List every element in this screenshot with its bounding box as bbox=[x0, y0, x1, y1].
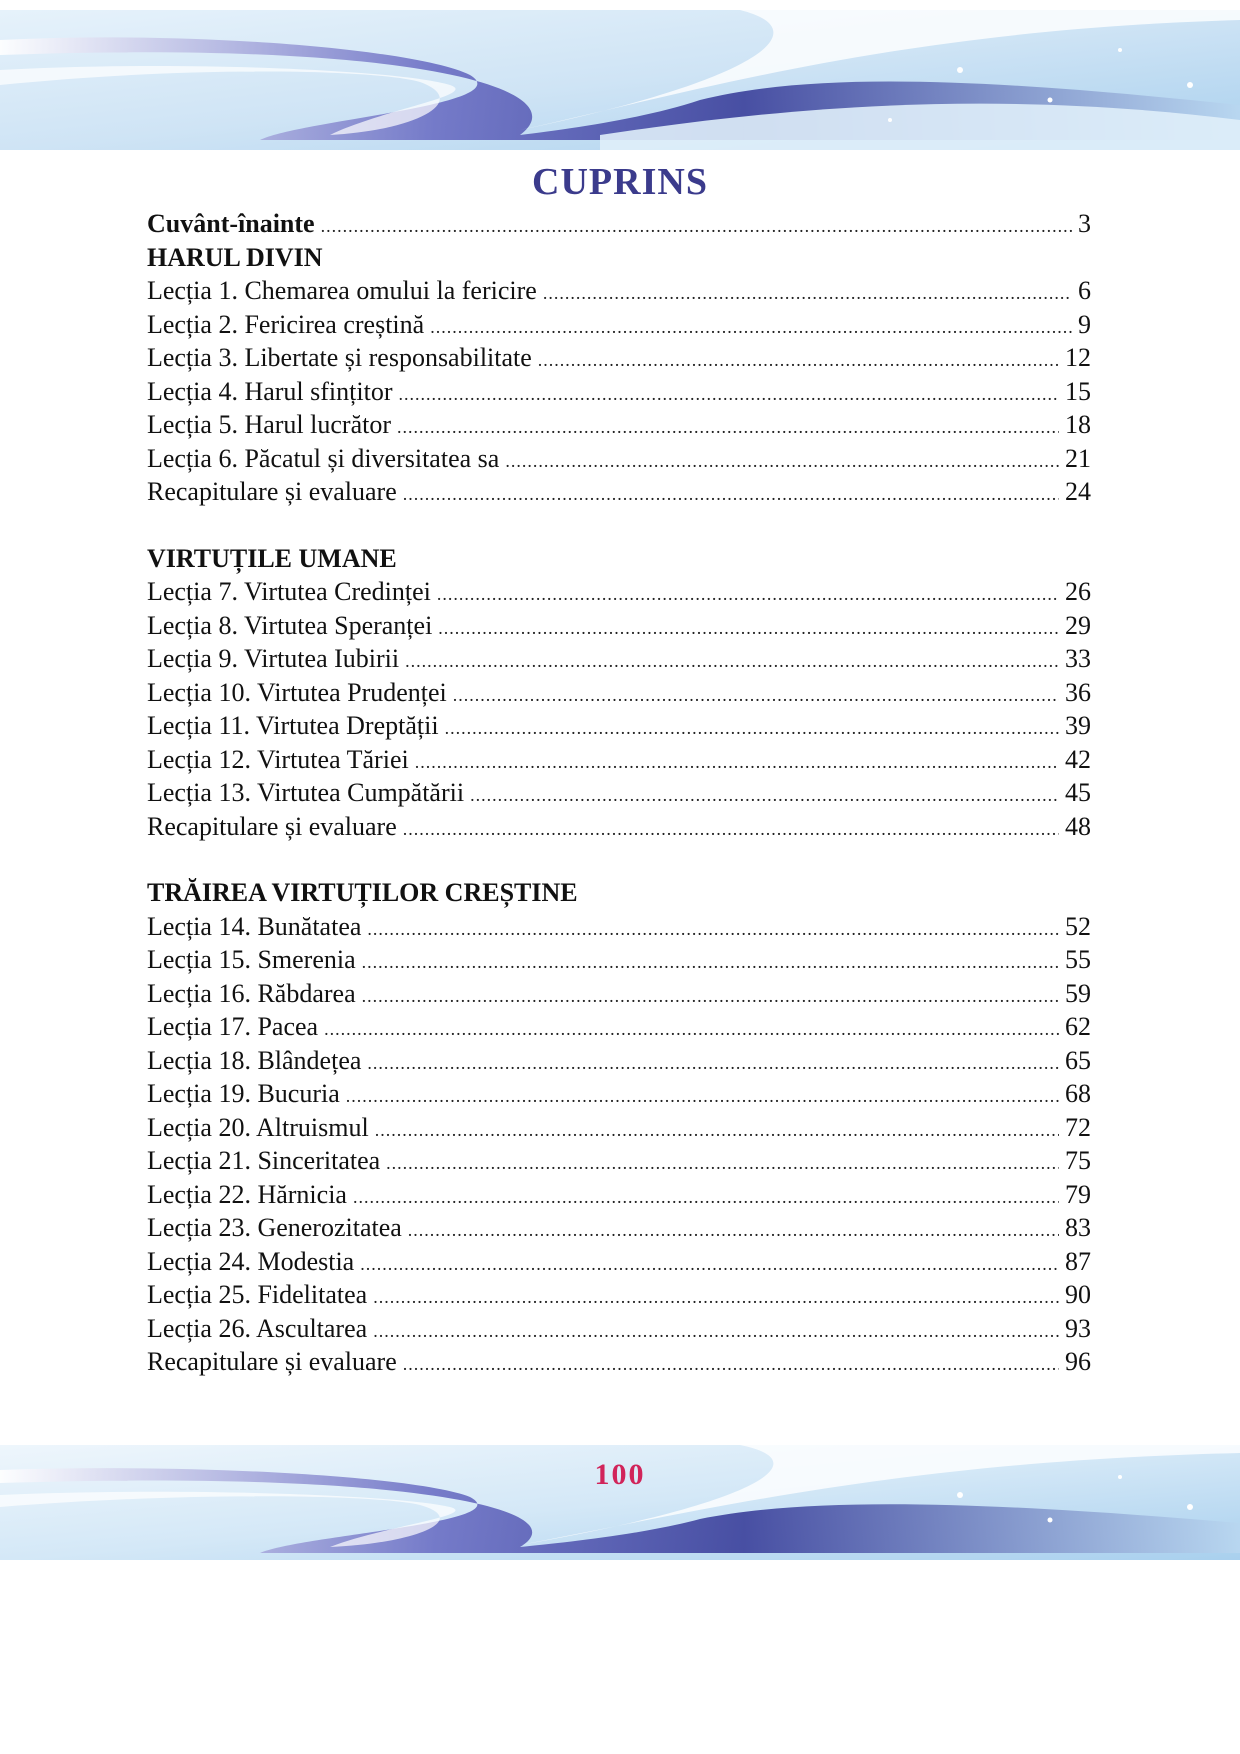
toc-entry-page: 45 bbox=[1065, 778, 1091, 807]
toc-entry-label: Lecția 24. Modestia bbox=[147, 1246, 355, 1276]
toc-entry-label: Lecția 1. Chemarea omului la fericire bbox=[147, 276, 537, 305]
page-title: CUPRINS bbox=[532, 161, 708, 203]
toc-entry-page: 90 bbox=[1065, 1280, 1091, 1309]
toc-entry[interactable] bbox=[147, 274, 1091, 308]
toc-entry-label: Lecția 23. Generozitatea bbox=[147, 1213, 402, 1242]
toc-entry-page: 15 bbox=[1065, 376, 1091, 406]
toc-entry-label: Lecția 18. Blândețea bbox=[147, 1045, 362, 1075]
toc-entry[interactable] bbox=[147, 575, 1091, 609]
dot-leader bbox=[360, 1248, 1059, 1282]
toc-entry-page: 24 bbox=[1065, 477, 1091, 506]
dot-leader bbox=[397, 411, 1059, 445]
toc-entry[interactable] bbox=[147, 810, 1091, 844]
toc-entry[interactable] bbox=[147, 1345, 1091, 1379]
dot-leader bbox=[403, 1348, 1059, 1382]
section-heading-harul-divin: HARUL DIVIN bbox=[147, 242, 323, 272]
toc-entry-label: Lecția 26. Ascultarea bbox=[147, 1313, 368, 1343]
toc-entry[interactable] bbox=[147, 743, 1091, 777]
dot-leader bbox=[445, 712, 1059, 746]
toc-entry-label: Recapitulare și evaluare bbox=[147, 1347, 397, 1376]
toc-entry-label: Lecția 5. Harul lucrător bbox=[147, 410, 391, 439]
toc-entry-page: 65 bbox=[1065, 1045, 1091, 1075]
toc-entry-label: Lecția 25. Fidelitatea bbox=[147, 1280, 368, 1309]
toc-entry-label: Lecția 19. Bucuria bbox=[147, 1079, 340, 1108]
toc-entry[interactable] bbox=[147, 1111, 1091, 1145]
toc-entry[interactable] bbox=[147, 375, 1091, 409]
toc-entry-page: 42 bbox=[1065, 744, 1091, 774]
toc-entry[interactable] bbox=[147, 676, 1091, 710]
section-heading-trairea-virtutilor: TRĂIREA VIRTUȚILOR CREȘTINE bbox=[147, 878, 578, 907]
toc-entry[interactable] bbox=[147, 475, 1091, 509]
toc-entry-label: Lecția 20. Altruismul bbox=[147, 1112, 369, 1142]
toc-entry[interactable] bbox=[147, 408, 1091, 442]
toc-entry-label: Lecția 22. Hărnicia bbox=[147, 1179, 347, 1209]
toc-entry[interactable] bbox=[147, 341, 1091, 375]
section-spacer bbox=[147, 843, 1091, 876]
section-heading-virtutile-umane: VIRTUȚILE UMANE bbox=[147, 543, 397, 573]
dot-leader bbox=[470, 779, 1059, 813]
toc-entry[interactable] bbox=[147, 776, 1091, 810]
toc-entry-page: 59 bbox=[1065, 978, 1091, 1008]
toc-entry-page: 12 bbox=[1065, 343, 1091, 372]
dot-leader bbox=[321, 210, 1072, 244]
toc-entry[interactable] bbox=[147, 308, 1091, 342]
wave-decoration-icon bbox=[0, 10, 1240, 150]
dot-leader bbox=[403, 813, 1059, 847]
toc-entry-page: 26 bbox=[1065, 577, 1091, 606]
toc-entry[interactable] bbox=[147, 910, 1091, 944]
toc-entry-page: 87 bbox=[1065, 1246, 1091, 1276]
toc-entry-label: Lecția 12. Virtutea Tăriei bbox=[147, 744, 409, 774]
dot-leader bbox=[538, 344, 1059, 378]
toc-entry[interactable] bbox=[147, 1144, 1091, 1178]
dot-leader bbox=[373, 1315, 1059, 1349]
toc-entry-page: 55 bbox=[1065, 945, 1091, 974]
toc-entry-page: 75 bbox=[1065, 1146, 1091, 1175]
toc-entry-page: 48 bbox=[1065, 811, 1091, 841]
dot-leader bbox=[375, 1114, 1059, 1148]
dot-leader bbox=[505, 445, 1059, 479]
toc-entry-label: Lecția 4. Harul sfințitor bbox=[147, 376, 393, 406]
toc-entry-page: 83 bbox=[1065, 1213, 1091, 1242]
dot-leader bbox=[415, 746, 1059, 780]
toc-entry-page: 93 bbox=[1065, 1313, 1091, 1343]
dot-leader bbox=[346, 1080, 1059, 1114]
dot-leader bbox=[353, 1181, 1059, 1215]
toc-entry[interactable] bbox=[147, 1178, 1091, 1212]
toc-entry-label: Lecția 6. Păcatul și diversitatea sa bbox=[147, 443, 500, 473]
toc-entry[interactable] bbox=[147, 1278, 1091, 1312]
toc-entry-page: 9 bbox=[1078, 309, 1091, 339]
toc-entry[interactable] bbox=[147, 1044, 1091, 1078]
toc-entry-page: 72 bbox=[1065, 1112, 1091, 1142]
toc-entry-page: 36 bbox=[1065, 677, 1091, 707]
toc-entry-label: Recapitulare și evaluare bbox=[147, 477, 397, 506]
toc-entry-label: Lecția 3. Libertate și responsabilitate bbox=[147, 343, 532, 372]
toc-entry[interactable] bbox=[147, 943, 1091, 977]
table-of-contents bbox=[147, 207, 1091, 1379]
toc-entry-label: Recapitulare și evaluare bbox=[147, 811, 397, 841]
toc-entry-page: 62 bbox=[1065, 1012, 1091, 1041]
dot-leader bbox=[362, 980, 1059, 1014]
toc-entry-foreword[interactable] bbox=[147, 207, 1091, 241]
toc-entry[interactable] bbox=[147, 1245, 1091, 1279]
dot-leader bbox=[405, 645, 1059, 679]
dot-leader bbox=[398, 378, 1059, 412]
toc-entry-page: 21 bbox=[1065, 443, 1091, 473]
toc-entry[interactable] bbox=[147, 609, 1091, 643]
top-wave-banner bbox=[0, 10, 1240, 150]
toc-entry-page: 79 bbox=[1065, 1179, 1091, 1209]
section-spacer bbox=[147, 509, 1091, 542]
dot-leader bbox=[403, 478, 1059, 512]
toc-entry-page: 96 bbox=[1065, 1347, 1091, 1376]
dot-leader bbox=[367, 1047, 1059, 1081]
toc-entry-page: 33 bbox=[1065, 644, 1091, 673]
toc-entry-label: Lecția 2. Fericirea creștină bbox=[147, 309, 425, 339]
toc-entry-page: 68 bbox=[1065, 1079, 1091, 1108]
toc-entry[interactable] bbox=[147, 709, 1091, 743]
toc-entry-page: 3 bbox=[1078, 209, 1091, 238]
dot-leader bbox=[408, 1214, 1059, 1248]
toc-entry[interactable] bbox=[147, 1312, 1091, 1346]
toc-entry-label: Lecția 14. Bunătatea bbox=[147, 911, 362, 941]
toc-entry[interactable] bbox=[147, 1010, 1091, 1044]
toc-entry-label: Lecția 11. Virtutea Dreptății bbox=[147, 711, 439, 740]
dot-leader bbox=[430, 311, 1072, 345]
toc-entry[interactable] bbox=[147, 1077, 1091, 1111]
toc-entry-page: 29 bbox=[1065, 610, 1091, 640]
toc-entry-label: Lecția 16. Răbdarea bbox=[147, 978, 356, 1008]
dot-leader bbox=[362, 946, 1059, 980]
dot-leader bbox=[324, 1013, 1059, 1047]
toc-entry-label: Lecția 10. Virtutea Prudenței bbox=[147, 677, 447, 707]
dot-leader bbox=[386, 1147, 1059, 1181]
toc-entry-page: 39 bbox=[1065, 711, 1091, 740]
toc-entry-label: Lecția 17. Pacea bbox=[147, 1012, 319, 1041]
toc-entry-label: Cuvânt-înainte bbox=[147, 209, 315, 238]
toc-entry[interactable] bbox=[147, 442, 1091, 476]
toc-entry-label: Lecția 21. Sinceritatea bbox=[147, 1146, 381, 1175]
toc-entry-label: Lecția 9. Virtutea Iubirii bbox=[147, 644, 400, 673]
toc-entry-page: 18 bbox=[1065, 410, 1091, 439]
toc-entry-label: Lecția 8. Virtutea Speranței bbox=[147, 610, 433, 640]
dot-leader bbox=[373, 1281, 1059, 1315]
dot-leader bbox=[438, 612, 1059, 646]
toc-entry-page: 6 bbox=[1078, 276, 1091, 305]
toc-entry-label: Lecția 7. Virtutea Credinței bbox=[147, 577, 431, 606]
page-number: 100 bbox=[594, 1458, 646, 1491]
toc-entry-page: 52 bbox=[1065, 911, 1091, 941]
dot-leader bbox=[543, 277, 1072, 311]
dot-leader bbox=[367, 913, 1059, 947]
dot-leader bbox=[453, 679, 1059, 713]
toc-entry[interactable] bbox=[147, 1211, 1091, 1245]
toc-entry-label: Lecția 15. Smerenia bbox=[147, 945, 356, 974]
dot-leader bbox=[437, 578, 1059, 612]
toc-entry-label: Lecția 13. Virtutea Cumpătării bbox=[147, 778, 465, 807]
toc-entry[interactable] bbox=[147, 642, 1091, 676]
toc-entry[interactable] bbox=[147, 977, 1091, 1011]
